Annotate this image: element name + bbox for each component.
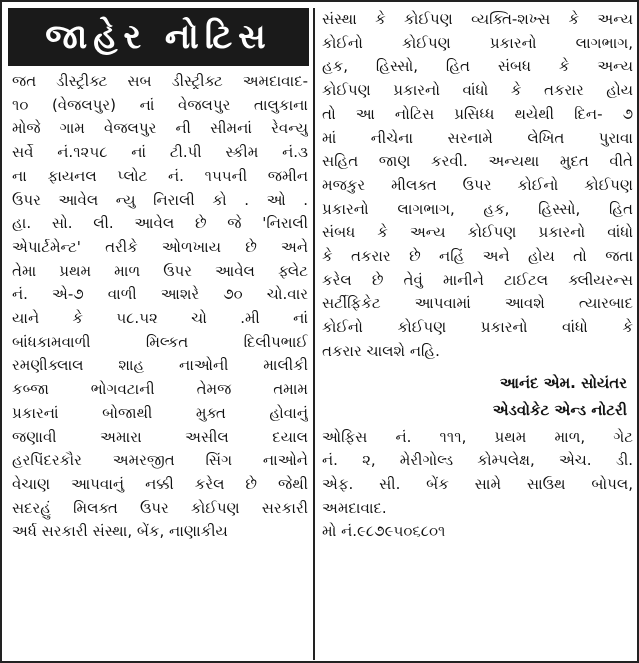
notice-text-line: એપાર્ટમેન્ટ' તરીકે ઓળખાય છે અને: [12, 237, 308, 256]
address-line: ઓફિસ નં. ૧૧૧, પ્રથમ માળ, ગેટ: [322, 427, 633, 446]
notice-text-line: હા. સો. લી. આવેલ છે જે 'નિરાલી: [12, 214, 308, 233]
notice-title: જાહેર નોટિસ: [8, 8, 309, 66]
office-address: [322, 426, 633, 545]
notice-text-line: રમણીક્લાલ શાહ નાઓની માલીકી: [12, 356, 308, 375]
notice-text-line: તો આ નોટિસ પ્રસિધ્ધ થયેથી દિન- ૭: [322, 104, 633, 123]
notice-text-line: સર્ટીફિકેટ આપવામાં આવશે ત્યારબાદ: [322, 294, 633, 313]
notice-text-line: ૧૦ (વેજલપુર) નાં વેજલપુર તાલુકાના: [12, 95, 308, 114]
notice-text-line: અર્ધ સરકારી સંસ્થા, બેંક, નાણાકીય: [12, 522, 228, 541]
address-line: નં. ૨, મેરીગોલ્ડ કોમ્પલેક્ષ, એચ. ડી.: [322, 451, 633, 470]
notice-text-line: સંબધ કે અન્ય કોઈપણ પ્રકારનો વાંધો: [322, 223, 633, 242]
signature-block: [322, 370, 633, 424]
notice-text-line: નં. એ-૭ વાળી આશરે ૭૦ ચો.વાર: [12, 285, 308, 304]
notice-text-line: મોજે ગામ વેજલપુર ની સીમનાં રેવન્યુ: [12, 119, 308, 138]
notice-body-right-text: [322, 8, 633, 364]
notice-text-line: સહિત જાણ કરવી. અન્યથા મુદત વીતે: [322, 152, 633, 171]
notice-text-line: કોઈનો કોઈપણ પ્રકારનો વાંધો કે: [322, 318, 633, 337]
notice-body-left-column: [12, 70, 308, 544]
notice-text-line: કે તકરાર છે નહિં અને હોય તો જતા: [322, 247, 633, 266]
notice-text-line: યાને કે ૫૮.૫૨ ચો .મી નાં: [12, 309, 308, 328]
notice-text-line: તકરાર ચાલશે નહિ.: [322, 341, 440, 360]
notice-text-line: તેમા પ્રથમ માળ ઉપર આવેલ ફ્લેટ: [12, 261, 308, 280]
address-line: એફ. સી. બેંક સામે સાઉથ બોપલ,: [322, 474, 633, 493]
notice-text-line: બાંધકામવાળી મિલ્કત દિલીપભાઈ: [12, 332, 308, 351]
address-line: અમદાવાદ.: [322, 498, 387, 517]
notice-text-line: સર્વે નં.૧૨૫૮ નાં ટી.પી સ્કીમ નં.૩: [12, 143, 308, 162]
notice-text-line: હક, હિસ્સો, હિત સંબધ કે અન્ય: [322, 57, 633, 76]
address-line: મો નં.૯૮૭૯૫૦૬૮૦૧: [322, 522, 446, 541]
advocate-designation: એડવોકેટ એન્ડ નોટરી: [492, 400, 627, 419]
notice-text-line: પ્રકારનાં બોજાથી મુક્ત હોવાનું: [12, 403, 308, 422]
notice-text-line: ના ફાયનલ પ્લોટ નં. ૧૫૫ની જમીન: [12, 166, 308, 185]
notice-text-line: કોઈનો કોઈપણ પ્રકારનો લાગભાગ,: [322, 33, 633, 52]
advocate-name: આનંદ એમ. સોયંતર: [499, 373, 627, 392]
notice-text-line: સદરહું મિલક્ત ઉપર કોઈપણ સરકારી: [12, 498, 308, 517]
notice-text-line: ઉપર આવેલ ન્યુ નિરાલી કો . ઓ .: [12, 190, 308, 209]
notice-text-line: કોઈપણ પ્રકારનો વાંધો કે તકરાર હોય: [322, 81, 633, 100]
notice-text-line: પ્રકારનો લાગભાગ, હક, હિસ્સો, હિત: [322, 199, 633, 218]
notice-text-line: કબ્જા ભોગવટાની તેમજ તમામ: [12, 380, 308, 399]
notice-text-line: સંસ્થા કે કોઈપણ વ્યક્તિ-શખ્સ કે અન્ય: [322, 10, 633, 28]
notice-text-line: માં નીચેના સરનામે લેખિત પુરાવા: [322, 128, 633, 147]
column-divider: [313, 8, 315, 660]
notice-text-line: મજકુર મીલક્ત ઉપર કોઈનો કોઈપણ: [322, 175, 633, 194]
notice-body-right-column: [322, 8, 633, 544]
notice-text-line: વેચાણ આપવાનું નક્કી કરેલ છે જેથી: [12, 474, 308, 493]
notice-text-line: જત ડીસ્ટ્રીક્ટ સબ ડીસ્ટ્રીક્ટ અમદાવાદ-: [12, 72, 308, 90]
notice-text-line: કરેલ છે તેવું માનીને ટાઈટલ ક્લીયરન્સ: [322, 270, 633, 289]
notice-text-line: જણાવી અમારા અસીલ દયાલ: [12, 427, 308, 446]
notice-text-line: હરપિંદરકૌર અમરજીત સિંગ નાઓને: [12, 451, 308, 470]
